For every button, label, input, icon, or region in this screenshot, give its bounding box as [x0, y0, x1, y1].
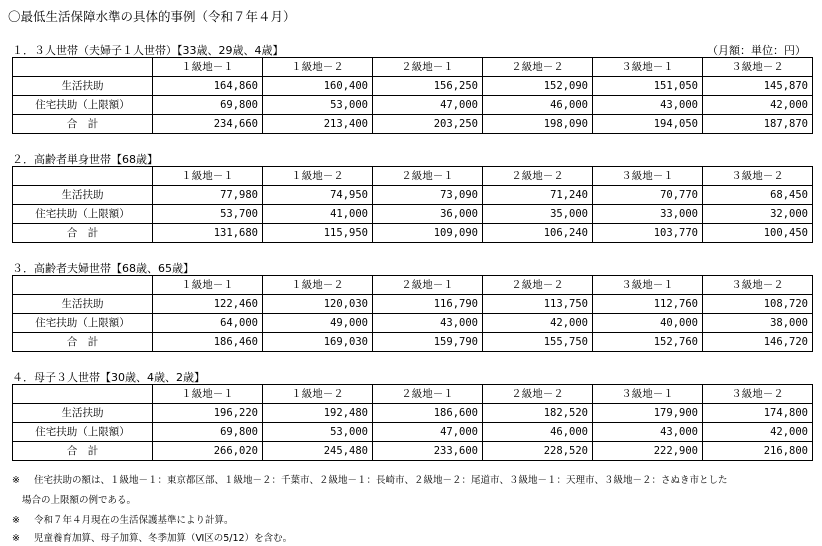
total-cell: 186,460 [153, 333, 263, 352]
column-header: ３級地－２ [703, 58, 813, 77]
header-row [13, 276, 813, 295]
column-header: ３級地－１ [593, 167, 703, 186]
total-cell: 245,480 [263, 442, 373, 461]
value-cell: 69,800 [153, 96, 263, 115]
table-row [13, 423, 813, 442]
value-cell: 53,000 [263, 96, 373, 115]
value-cell: 43,000 [373, 314, 483, 333]
value-cell: 35,000 [483, 205, 593, 224]
value-cell: 156,250 [373, 77, 483, 96]
value-cell: 160,400 [263, 77, 373, 96]
note-mark: ※ [12, 533, 20, 544]
value-cell: 196,220 [153, 404, 263, 423]
value-cell: 53,700 [153, 205, 263, 224]
corner-cell [13, 58, 153, 77]
value-cell: 46,000 [483, 423, 593, 442]
value-cell: 174,800 [703, 404, 813, 423]
table-section-3 [12, 275, 813, 352]
row-label: 生活扶助 [13, 295, 153, 314]
note-2 [12, 512, 234, 526]
value-cell: 145,870 [703, 77, 813, 96]
note-1 [12, 472, 728, 486]
value-cell: 36,000 [373, 205, 483, 224]
value-cell: 41,000 [263, 205, 373, 224]
value-cell: 42,000 [483, 314, 593, 333]
header-row [13, 167, 813, 186]
column-header: １級地－１ [153, 58, 263, 77]
value-cell: 164,860 [153, 77, 263, 96]
header-row [13, 385, 813, 404]
row-label: 住宅扶助（上限額） [13, 314, 153, 333]
total-cell: 198,090 [483, 115, 593, 134]
total-cell: 152,760 [593, 333, 703, 352]
total-cell: 146,720 [703, 333, 813, 352]
note-3 [12, 530, 292, 544]
column-header: ３級地－２ [703, 385, 813, 404]
total-cell: 266,020 [153, 442, 263, 461]
note-text: 児童養育加算、母子加算、冬季加算（Ⅵ区の5/12）を含む。 [34, 533, 293, 544]
note-text: 場合の上限額の例である。 [22, 495, 137, 506]
value-cell: 49,000 [263, 314, 373, 333]
value-cell: 47,000 [373, 423, 483, 442]
column-header: ２級地－２ [483, 58, 593, 77]
column-header: １級地－１ [153, 167, 263, 186]
value-cell: 33,000 [593, 205, 703, 224]
value-cell: 74,950 [263, 186, 373, 205]
table-row [13, 186, 813, 205]
header-row [13, 58, 813, 77]
value-cell: 70,770 [593, 186, 703, 205]
value-cell: 73,090 [373, 186, 483, 205]
row-label: 生活扶助 [13, 77, 153, 96]
row-label: 住宅扶助（上限額） [13, 423, 153, 442]
unit-label: （月額：単位：円） [707, 44, 806, 57]
total-cell: 169,030 [263, 333, 373, 352]
note-mark: ※ [12, 515, 20, 526]
value-cell: 42,000 [703, 96, 813, 115]
value-cell: 179,900 [593, 404, 703, 423]
total-cell: 234,660 [153, 115, 263, 134]
note-text: 住宅扶助の額は、１級地－１：東京都区部、１級地－２：千葉市、２級地－１：長崎市、２級地－２：尾道市、３級地－１：天理市、３級地－２：さぬき市とした [34, 475, 728, 486]
column-header: ２級地－１ [373, 167, 483, 186]
value-cell: 38,000 [703, 314, 813, 333]
value-cell: 116,790 [373, 295, 483, 314]
column-header: ３級地－１ [593, 385, 703, 404]
total-cell: 131,680 [153, 224, 263, 243]
value-cell: 46,000 [483, 96, 593, 115]
value-cell: 108,720 [703, 295, 813, 314]
note-mark: ※ [12, 475, 20, 486]
section-title-2: ２．高齢者単身世帯【68歳】 [12, 153, 158, 166]
total-cell: 233,600 [373, 442, 483, 461]
column-header: ３級地－１ [593, 276, 703, 295]
table-section-4 [12, 384, 813, 461]
column-header: ２級地－２ [483, 385, 593, 404]
total-cell: 194,050 [593, 115, 703, 134]
column-header: １級地－２ [263, 276, 373, 295]
column-header: １級地－２ [263, 385, 373, 404]
total-label: 合 計 [13, 442, 153, 461]
note-1-continued [22, 492, 136, 506]
total-cell: 213,400 [263, 115, 373, 134]
total-label: 合 計 [13, 333, 153, 352]
total-cell: 187,870 [703, 115, 813, 134]
column-header: ２級地－１ [373, 385, 483, 404]
value-cell: 112,760 [593, 295, 703, 314]
total-cell: 203,250 [373, 115, 483, 134]
column-header: １級地－２ [263, 167, 373, 186]
total-cell: 228,520 [483, 442, 593, 461]
value-cell: 186,600 [373, 404, 483, 423]
column-header: ２級地－１ [373, 58, 483, 77]
value-cell: 42,000 [703, 423, 813, 442]
total-cell: 100,450 [703, 224, 813, 243]
value-cell: 69,800 [153, 423, 263, 442]
total-row [13, 333, 813, 352]
total-cell: 106,240 [483, 224, 593, 243]
note-text: 令和７年４月現在の生活保護基準により計算。 [34, 515, 234, 526]
row-label: 生活扶助 [13, 404, 153, 423]
column-header: ３級地－２ [703, 276, 813, 295]
corner-cell [13, 385, 153, 404]
value-cell: 43,000 [593, 96, 703, 115]
table-row [13, 96, 813, 115]
column-header: ２級地－２ [483, 167, 593, 186]
page-title: 〇最低生活保障水準の具体的事例（令和７年４月） [8, 9, 296, 24]
total-cell: 222,900 [593, 442, 703, 461]
row-label: 住宅扶助（上限額） [13, 205, 153, 224]
table-row [13, 404, 813, 423]
value-cell: 43,000 [593, 423, 703, 442]
total-row [13, 115, 813, 134]
corner-cell [13, 276, 153, 295]
total-cell: 216,800 [703, 442, 813, 461]
value-cell: 40,000 [593, 314, 703, 333]
value-cell: 47,000 [373, 96, 483, 115]
column-header: １級地－２ [263, 58, 373, 77]
column-header: ２級地－２ [483, 276, 593, 295]
section-title-3: ３．高齢者夫婦世帯【68歳、65歳】 [12, 262, 194, 275]
table-row [13, 314, 813, 333]
value-cell: 113,750 [483, 295, 593, 314]
total-label: 合 計 [13, 115, 153, 134]
total-cell: 103,770 [593, 224, 703, 243]
value-cell: 77,980 [153, 186, 263, 205]
total-cell: 159,790 [373, 333, 483, 352]
value-cell: 71,240 [483, 186, 593, 205]
table-row [13, 295, 813, 314]
column-header: ３級地－１ [593, 58, 703, 77]
table-section-1 [12, 57, 813, 134]
value-cell: 64,000 [153, 314, 263, 333]
corner-cell [13, 167, 153, 186]
value-cell: 152,090 [483, 77, 593, 96]
column-header: １級地－１ [153, 276, 263, 295]
value-cell: 182,520 [483, 404, 593, 423]
value-cell: 192,480 [263, 404, 373, 423]
value-cell: 122,460 [153, 295, 263, 314]
value-cell: 120,030 [263, 295, 373, 314]
row-label: 生活扶助 [13, 186, 153, 205]
value-cell: 151,050 [593, 77, 703, 96]
column-header: １級地－１ [153, 385, 263, 404]
column-header: ２級地－１ [373, 276, 483, 295]
total-label: 合 計 [13, 224, 153, 243]
section-title-1: １．３人世帯（夫婦子１人世帯）【33歳、29歳、4歳】 [12, 44, 284, 57]
total-row [13, 442, 813, 461]
total-cell: 109,090 [373, 224, 483, 243]
value-cell: 68,450 [703, 186, 813, 205]
row-label: 住宅扶助（上限額） [13, 96, 153, 115]
total-cell: 115,950 [263, 224, 373, 243]
section-title-4: ４．母子３人世帯【30歳、4歳、2歳】 [12, 371, 205, 384]
table-row [13, 205, 813, 224]
total-row [13, 224, 813, 243]
table-section-2 [12, 166, 813, 243]
value-cell: 32,000 [703, 205, 813, 224]
table-row [13, 77, 813, 96]
value-cell: 53,000 [263, 423, 373, 442]
total-cell: 155,750 [483, 333, 593, 352]
column-header: ３級地－２ [703, 167, 813, 186]
